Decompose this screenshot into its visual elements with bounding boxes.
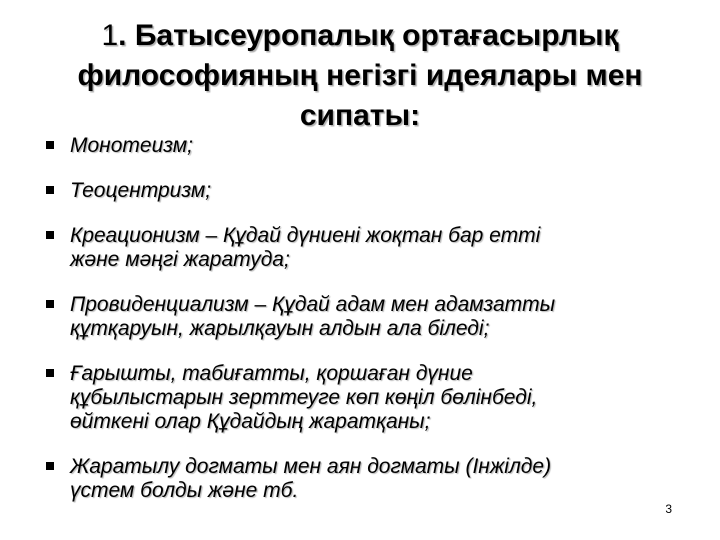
title-line: философияның негізгі идеялары мен [77, 59, 643, 92]
bullet-text: Провиденциализм – Құдай адам мен адамзатты [70, 293, 556, 316]
square-bullet-icon [46, 141, 54, 149]
slide-title [30, 16, 690, 136]
square-bullet-icon [46, 300, 54, 308]
title-text: . Батысеуропалық ортағасырлық [118, 19, 619, 52]
bullet-text: құтқаруын, жарылқауын алдын ала біледі; [70, 317, 490, 340]
bullet-item [44, 179, 664, 203]
bullet-text: құбылыстарын зерттеуге көп көңіл бөлінбеді, [70, 386, 538, 409]
bullet-text: Монотеизм; [70, 134, 194, 157]
bullet-item [44, 362, 664, 434]
bullet-text: Ғарышты, табиғатты, қоршаған дүние [70, 362, 473, 385]
title-line [30, 16, 690, 56]
square-bullet-icon [46, 462, 54, 470]
bullet-text: Креационизм – Құдай дүниені жоқтан бар етті [70, 224, 541, 247]
bullet-item [44, 134, 664, 158]
bullet-item [44, 224, 664, 272]
bullet-text: Жаратылу догматы мен аян догматы (Інжілде) [70, 455, 552, 478]
square-bullet-icon [46, 231, 54, 239]
bullet-item [44, 293, 664, 341]
bullet-text: Теоцентризм; [70, 179, 212, 202]
title-line: сипаты: [299, 99, 421, 132]
bullet-text: үстем болды және тб. [70, 479, 299, 502]
bullet-list [44, 134, 664, 524]
square-bullet-icon [46, 186, 54, 194]
title-number: 1 [101, 19, 119, 52]
page-number: 3 [665, 502, 672, 516]
bullet-text: өйткені олар Құдайдың жаратқаны; [70, 410, 431, 433]
bullet-text: және мәңгі жаратуда; [70, 248, 290, 271]
bullet-item [44, 455, 664, 503]
square-bullet-icon [46, 369, 54, 377]
